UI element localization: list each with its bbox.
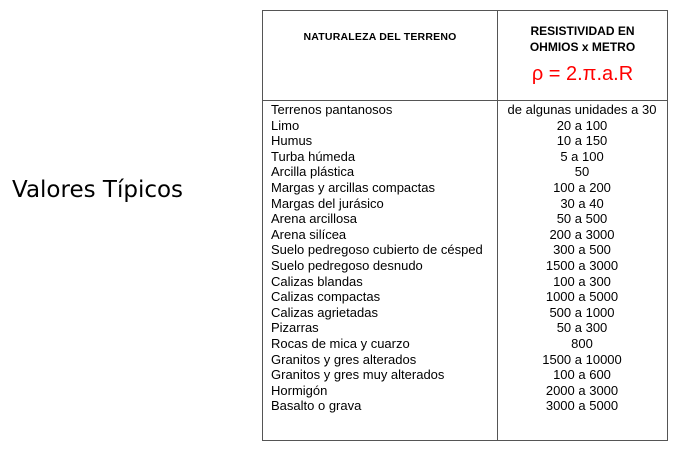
table-row	[263, 274, 667, 290]
table-row	[263, 211, 667, 227]
terrain-name: Pizarras	[271, 320, 319, 336]
table-row	[263, 289, 667, 305]
header-divider	[263, 100, 667, 101]
terrain-name: Margas del jurásico	[271, 195, 384, 211]
table-row	[263, 367, 667, 383]
resistivity-value: 30 a 40	[560, 195, 604, 211]
header-terrain: NATURALEZA DEL TERRENO	[303, 31, 457, 43]
terrain-name: Granitos y gres alterados	[271, 351, 417, 367]
table-row	[263, 102, 667, 118]
terrain-name: Arena arcillosa	[271, 211, 357, 227]
terrain-name: Arcilla plástica	[271, 164, 355, 180]
terrain-name: Basalto o grava	[271, 398, 362, 414]
table-row	[263, 227, 667, 243]
terrain-name: Granitos y gres muy alterados	[271, 367, 445, 383]
resistivity-value: 100 a 200	[553, 179, 611, 195]
terrain-name: Calizas agrietadas	[271, 304, 378, 320]
terrain-name: Calizas compactas	[271, 289, 381, 305]
resistivity-value: 1000 a 5000	[545, 289, 619, 305]
terrain-name: Turba húmeda	[271, 148, 356, 164]
table-row	[263, 383, 667, 399]
resistivity-value: 20 a 100	[556, 117, 608, 133]
resistivity-value: 800	[571, 335, 593, 351]
resistivity-value: 50 a 300	[556, 320, 608, 336]
resistivity-value: 5 a 100	[560, 148, 604, 164]
header-resistivity-line1: RESISTIVIDAD EN	[530, 24, 635, 38]
resistivity-value: 50	[574, 164, 590, 180]
resistivity-value: 10 a 150	[556, 133, 608, 149]
resistivity-formula: ρ = 2.π.a.R	[531, 63, 634, 85]
resistivity-value: 300 a 500	[553, 242, 611, 258]
terrain-name: Hormigón	[271, 382, 328, 398]
resistivity-value: 200 a 3000	[549, 226, 615, 242]
table-row	[263, 398, 667, 414]
terrain-name: Terrenos pantanosos	[271, 102, 393, 117]
terrain-name: Suelo pedregoso desnudo	[271, 257, 423, 273]
resistivity-value: 100 a 300	[553, 273, 611, 289]
terrain-name: Limo	[271, 117, 300, 133]
table-body	[263, 102, 667, 414]
table-row	[263, 320, 667, 336]
terrain-name: Arena silícea	[271, 226, 347, 242]
resistivity-value: 2000 a 3000	[545, 382, 619, 398]
table-row	[263, 352, 667, 368]
resistivity-value: 1500 a 3000	[545, 257, 619, 273]
resistivity-value: 500 a 1000	[549, 304, 615, 320]
table-row	[263, 196, 667, 212]
table-row	[263, 164, 667, 180]
resistivity-value: de algunas unidades a 30	[507, 102, 657, 117]
header-resistivity-line2: OHMIOS x METRO	[529, 40, 636, 54]
table-row	[263, 305, 667, 321]
terrain-name: Rocas de mica y cuarzo	[271, 335, 410, 351]
table-row	[263, 180, 667, 196]
terrain-name: Calizas blandas	[271, 273, 363, 289]
table-row	[263, 242, 667, 258]
terrain-name: Suelo pedregoso cubierto de césped	[271, 242, 483, 258]
resistivity-value: 100 a 600	[553, 367, 611, 383]
resistivity-value: 3000 a 5000	[545, 398, 619, 414]
resistivity-value: 1500 a 10000	[542, 351, 622, 367]
table-row	[263, 258, 667, 274]
table-row	[263, 149, 667, 165]
page-title: Valores Típicos	[12, 177, 184, 203]
table-row	[263, 133, 667, 149]
terrain-name: Margas y arcillas compactas	[271, 179, 435, 195]
terrain-name: Humus	[271, 133, 313, 149]
resistivity-table	[262, 10, 668, 441]
table-row	[263, 118, 667, 134]
table-row	[263, 336, 667, 352]
header-resistivity	[498, 23, 667, 55]
resistivity-value: 50 a 500	[556, 211, 608, 227]
